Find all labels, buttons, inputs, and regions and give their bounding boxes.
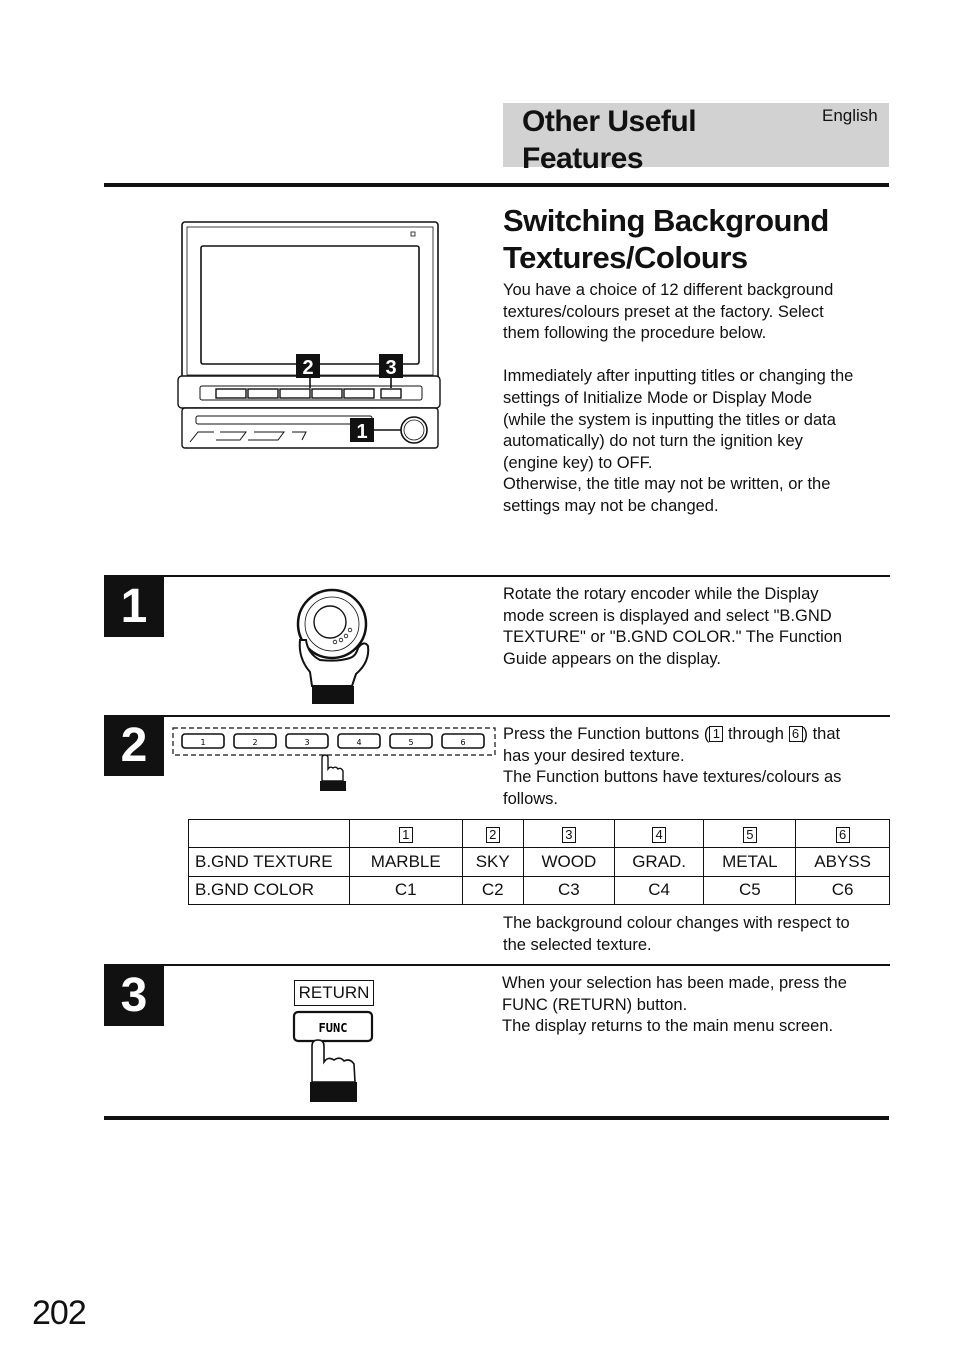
table-row bbox=[189, 848, 890, 876]
bottom-rule bbox=[104, 1116, 889, 1120]
top-rule bbox=[104, 183, 889, 187]
caution-paragraph: Immediately after inputting titles or changing the settings of Initialize Mode or Display Mode (while the system is inputting the titles or data automatically) do not turn the ignition key (engine key) to OFF. Otherwise, the title may not be written, or the settings may not be changed. bbox=[503, 367, 854, 515]
table-cell: GRAD. bbox=[614, 848, 704, 876]
step-1-number: 1 bbox=[104, 577, 164, 637]
table-cell: C6 bbox=[796, 876, 890, 904]
return-label: RETURN bbox=[294, 980, 374, 1006]
column-number: 2 bbox=[486, 827, 500, 843]
table-header-cell bbox=[796, 820, 890, 848]
step-2-text bbox=[503, 724, 893, 810]
table-row bbox=[189, 876, 890, 904]
pressing-hand-icon bbox=[322, 755, 343, 781]
func-button-label: FUNC bbox=[318, 1021, 348, 1035]
table-header-row bbox=[189, 820, 890, 848]
function-button-3-label: 3 bbox=[304, 738, 310, 747]
table-header-cell bbox=[350, 820, 463, 848]
column-number: 5 bbox=[743, 827, 757, 843]
table-header-cell bbox=[614, 820, 704, 848]
table-corner-cell bbox=[189, 820, 350, 848]
section-title: Other Useful Features bbox=[522, 105, 697, 175]
pressing-hand-icon bbox=[312, 1040, 355, 1082]
step-2-text-through: through bbox=[723, 725, 789, 743]
function-button-2-label: 2 bbox=[252, 738, 258, 747]
table-cell: C1 bbox=[350, 876, 463, 904]
texture-table bbox=[188, 819, 890, 905]
step-1-rule bbox=[104, 575, 890, 577]
row-label: B.GND COLOR bbox=[189, 876, 350, 904]
step-2-text-start: Press the Function buttons ( bbox=[503, 725, 710, 743]
function-buttons-illustration bbox=[170, 725, 498, 795]
table-cell: SKY bbox=[462, 848, 523, 876]
callout-3: 3 bbox=[385, 357, 397, 379]
intro-paragraph: You have a choice of 12 different background textures/colours preset at the factory. Select them following the procedure below. bbox=[503, 281, 834, 343]
column-number: 4 bbox=[652, 827, 666, 843]
column-number: 3 bbox=[562, 827, 576, 843]
table-header-cell bbox=[523, 820, 614, 848]
table-cell: METAL bbox=[704, 848, 796, 876]
column-number: 6 bbox=[836, 827, 850, 843]
table-cell: C3 bbox=[523, 876, 614, 904]
intro-text bbox=[503, 280, 893, 518]
step-2-text-end: ) that has your desired texture. The Function buttons have textures/colours as follows. bbox=[503, 725, 842, 808]
table-header-cell bbox=[704, 820, 796, 848]
table-cell: C5 bbox=[704, 876, 796, 904]
table-cell: MARBLE bbox=[350, 848, 463, 876]
step-2-number: 2 bbox=[104, 716, 164, 776]
table-cell: C2 bbox=[462, 876, 523, 904]
table-cell: ABYSS bbox=[796, 848, 890, 876]
language-label: English bbox=[822, 106, 878, 125]
func-button-illustration bbox=[292, 1010, 376, 1104]
step-3-text: When your selection has been made, press the FUNC (RETURN) button. The display returns to the main menu screen. bbox=[502, 974, 847, 1036]
table-cell: C4 bbox=[614, 876, 704, 904]
page-number: 202 bbox=[32, 1294, 86, 1332]
column-number: 1 bbox=[399, 827, 413, 843]
function-button-6-label: 6 bbox=[460, 738, 466, 747]
step-1-text: Rotate the rotary encoder while the Display mode screen is displayed and select "B.GND TEXTURE" or "B.GND COLOR." The Function Guide appears on the display. bbox=[503, 585, 843, 668]
table-cell: WOOD bbox=[523, 848, 614, 876]
function-button-4-label: 4 bbox=[356, 738, 362, 747]
head-unit-illustration bbox=[176, 218, 446, 452]
step-3-number: 3 bbox=[104, 966, 164, 1026]
button-6-ref: 6 bbox=[789, 726, 803, 742]
table-header-cell bbox=[462, 820, 523, 848]
page-title: Switching Background Textures/Colours bbox=[503, 203, 829, 275]
row-label: B.GND TEXTURE bbox=[189, 848, 350, 876]
rotary-encoder-illustration bbox=[290, 578, 376, 706]
function-button-5-label: 5 bbox=[408, 738, 414, 747]
texture-note: The background colour changes with respect to the selected texture. bbox=[503, 914, 850, 954]
step-3-rule bbox=[104, 964, 890, 966]
callout-1: 1 bbox=[356, 421, 368, 443]
function-button-1-label: 1 bbox=[200, 738, 206, 747]
button-1-ref: 1 bbox=[709, 726, 723, 742]
step-2-rule bbox=[104, 715, 890, 717]
callout-2: 2 bbox=[302, 357, 314, 379]
